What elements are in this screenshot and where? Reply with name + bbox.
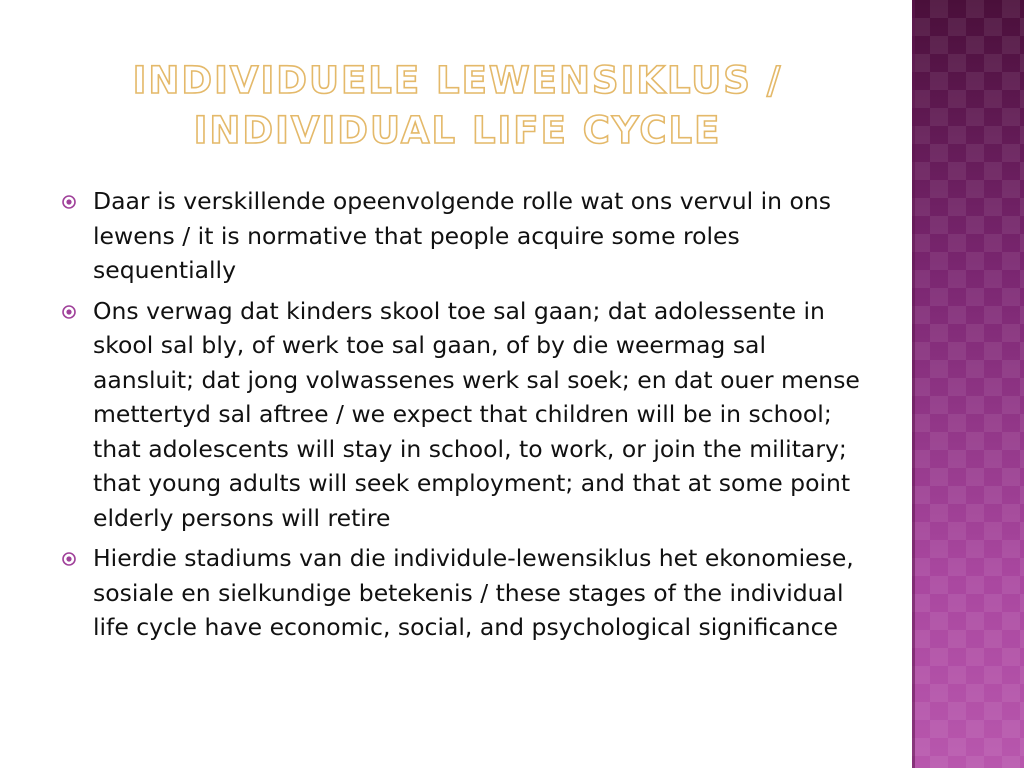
bullet-item-3 xyxy=(62,541,862,645)
bullet-list xyxy=(62,184,862,651)
decorative-side-band xyxy=(912,0,1024,768)
bullet-text: Daar is verskillende opeenvolgende rolle wat ons vervul in ons lewens / it is normative that people acquire some roles sequentially xyxy=(93,187,832,284)
bullet-item-1 xyxy=(62,184,862,288)
target-bullet-icon xyxy=(62,305,76,319)
target-bullet-icon xyxy=(62,195,76,209)
bullet-item-2 xyxy=(62,294,862,536)
target-bullet-icon xyxy=(62,552,76,566)
title-line-2: INDIVIDUAL LIFE CYCLE xyxy=(193,109,722,152)
title-line-1: INDIVIDUELE LEWENSIKLUS / xyxy=(132,59,783,102)
bullet-text: Ons verwag dat kinders skool toe sal gaan; dat adolessente in skool sal bly, of werk toe sal gaan, of by die weermag sal aansluit; dat jong volwassenes werk sal soek; en dat ouer mense mettertyd sal aftree / we expect that children will be in school; that adolescents will stay in school, to work, or join the military; that young adults will seek employment; and that at some point elderly persons will retire xyxy=(93,296,860,532)
bullet-text: Hierdie stadiums van die individule-lewensiklus het ekonomiese, sosiale en sielkundige betekenis / these stages of the individual life cycle have economic, social, and psychological significance xyxy=(93,544,854,641)
slide-title xyxy=(70,56,845,156)
side-band-edge xyxy=(912,0,915,768)
